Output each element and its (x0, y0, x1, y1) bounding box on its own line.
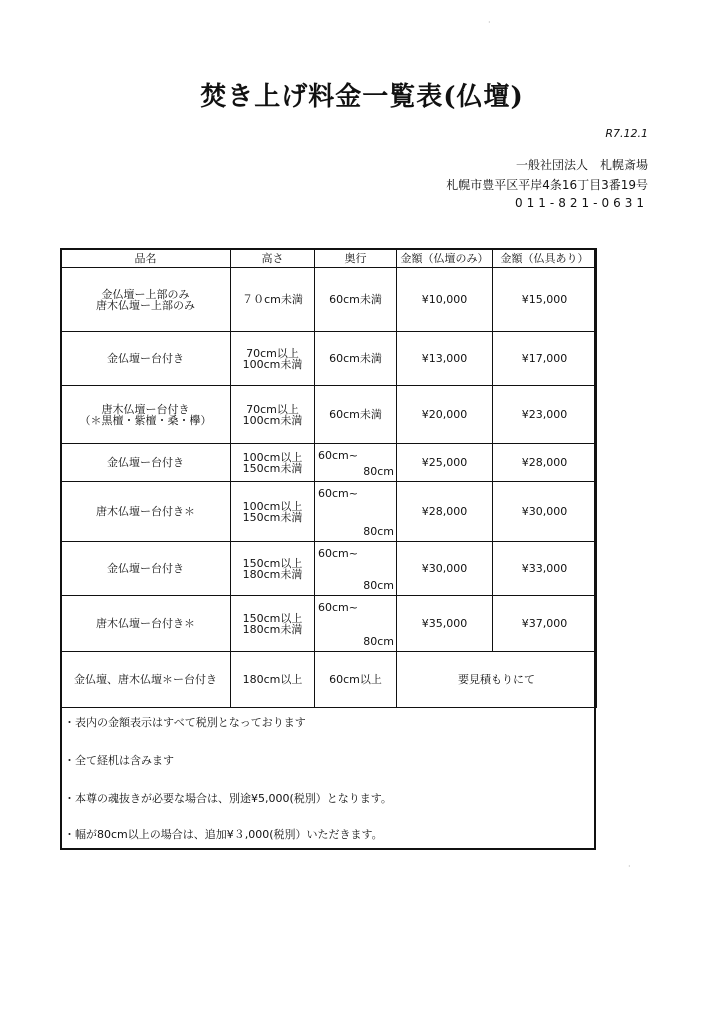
height-min: 70cm以上 (246, 402, 299, 416)
depth-cell (315, 444, 397, 482)
price-altar-only: ¥13,000 (397, 332, 493, 386)
item-name-cell: 唐木仏壇ー台付き＊ (61, 596, 231, 652)
price-altar-only: ¥25,000 (397, 444, 493, 482)
height-cell (231, 596, 315, 652)
price-altar-only: ¥35,000 (397, 596, 493, 652)
depth-cell (315, 482, 397, 542)
height-max: 180cm未満 (242, 567, 303, 581)
price-altar-only: ¥28,000 (397, 482, 493, 542)
price-with-fittings: ¥33,000 (493, 542, 597, 596)
note-soul-removal: ・本尊の魂抜きが必要な場合は、別途¥5,000(税別）となります。 (64, 792, 392, 805)
height-cell (231, 332, 315, 386)
depth-cell (315, 542, 397, 596)
table-row (61, 542, 597, 596)
item-name-cell (61, 386, 231, 444)
price-with-fittings: ¥30,000 (493, 482, 597, 542)
height-max: 100cm未満 (242, 413, 303, 427)
scan-speck-mark: · (488, 18, 491, 27)
item-name-line: 唐木仏壇ー台付き (101, 402, 190, 416)
table-row (61, 444, 597, 482)
header-depth: 奥行 (315, 249, 397, 268)
table-row (61, 652, 597, 708)
item-name-cell: 金仏壇ー台付き (61, 542, 231, 596)
height-cell (231, 482, 315, 542)
height-cell: 180cm以上 (231, 652, 315, 708)
height-min: 70cm以上 (246, 346, 299, 360)
height-max: 150cm未満 (242, 510, 303, 524)
item-name-cell: 唐木仏壇ー台付き＊ (61, 482, 231, 542)
price-with-fittings: ¥17,000 (493, 332, 597, 386)
item-name-cell: 金仏壇、唐木仏壇＊ー台付き (61, 652, 231, 708)
document-title: 焚き上げ料金一覧表(仏壇) (200, 82, 524, 112)
note-tax: ・表内の金額表示はすべて税別となっております (64, 716, 306, 729)
item-name-cell: 金仏壇ー台付き (61, 444, 231, 482)
item-name-cell: 金仏壇ー台付き (61, 332, 231, 386)
height-cell: ７０cm未満 (231, 268, 315, 332)
height-min: 150cm以上 (242, 556, 303, 570)
price-altar-only: ¥20,000 (397, 386, 493, 444)
price-with-fittings: ¥28,000 (493, 444, 597, 482)
table-row (61, 386, 597, 444)
table-row (61, 268, 597, 332)
price-altar-only: ¥30,000 (397, 542, 493, 596)
depth-cell: 60cm以上 (315, 652, 397, 708)
depth-from: 60cm~ (318, 601, 358, 614)
depth-cell: 60cm未満 (315, 268, 397, 332)
price-with-fittings: ¥15,000 (493, 268, 597, 332)
organization-phone: 011-821-0631 (514, 196, 648, 210)
depth-from: 60cm~ (318, 547, 358, 560)
header-height: 高さ (231, 249, 315, 268)
depth-to: 80cm (363, 465, 394, 478)
table-row (61, 482, 597, 542)
depth-to: 80cm (363, 525, 394, 538)
scan-speck-mark: · (628, 862, 631, 871)
table-row (61, 332, 597, 386)
header-price-with-fittings: 金額（仏具あり） (493, 249, 597, 268)
height-min: 100cm以上 (242, 499, 303, 513)
height-min: 150cm以上 (242, 611, 303, 625)
depth-to: 80cm (363, 635, 394, 648)
height-min: 100cm以上 (242, 450, 303, 464)
item-name-cell (61, 268, 231, 332)
depth-cell: 60cm未満 (315, 386, 397, 444)
depth-from: 60cm~ (318, 487, 358, 500)
header-item-name: 品名 (61, 249, 231, 268)
issue-date: R7.12.1 (605, 127, 648, 140)
price-table (60, 248, 597, 708)
item-name-line: 唐木仏壇ー上部のみ (96, 298, 195, 312)
height-cell (231, 386, 315, 444)
quote-required-cell: 要見積もりにて (397, 652, 597, 708)
item-name-line: 金仏壇ー上部のみ (101, 287, 190, 301)
height-cell (231, 542, 315, 596)
depth-from: 60cm~ (318, 449, 358, 462)
depth-to: 80cm (363, 579, 394, 592)
note-sutra-desk: ・全て経机は含みます (64, 754, 174, 767)
depth-cell (315, 596, 397, 652)
item-name-line: （＊黒檀・紫檀・桑・欅） (79, 413, 212, 427)
price-altar-only: ¥10,000 (397, 268, 493, 332)
organization-name: 一般社団法人 札幌斎場 (515, 158, 648, 172)
depth-cell: 60cm未満 (315, 332, 397, 386)
height-max: 150cm未満 (242, 461, 303, 475)
table-header-row (61, 249, 597, 268)
organization-address: 札幌市豊平区平岸4条16丁目3番19号 (446, 178, 648, 192)
price-with-fittings: ¥23,000 (493, 386, 597, 444)
table-row (61, 596, 597, 652)
header-price-altar-only: 金額（仏壇のみ） (397, 249, 493, 268)
price-with-fittings: ¥37,000 (493, 596, 597, 652)
height-max: 180cm未満 (242, 622, 303, 636)
height-max: 100cm未満 (242, 357, 303, 371)
note-width-surcharge: ・幅が80cm以上の場合は、追加¥３,000(税別）いただきます。 (64, 828, 383, 841)
height-cell (231, 444, 315, 482)
